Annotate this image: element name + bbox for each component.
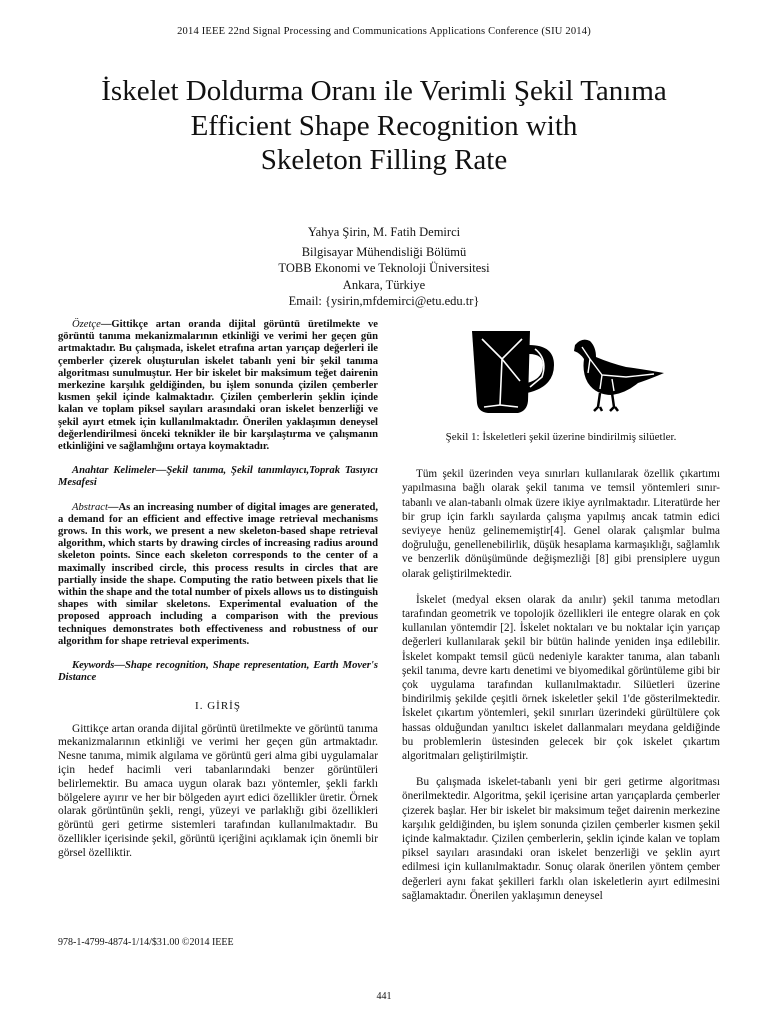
right-paragraph-3: Bu çalışmada iskelet-tabanlı yeni bir geri getirme algoritması önerilmektedir. Algoritma, şekil içerisine artan yarıçaplarda çemberler çizerek başlar. Her bir iskelet bir maksimum teğet dairenin merkezine karşılık geldiğinden, bu işlem sonunda çizilen çemberler kısmen şekil içinde kalmaktadır. Çizilen çemberlerin, şeklin içinde kalan ve toplam piksel sayıları arasındaki oran iskelet benzerliği ve şeklin ayırt edilmesi için kullanılmaktadır. Sonuç olarak önerilen yöntem çember değerleri aynı fakat şekilleri farklı olan iskeletlerin ayırt edilmesini sağlamaktadır. Önerilen yaklaşımın deneysel [402, 776, 720, 902]
right-paragraph-1: Tüm şekil üzerinden veya sınırları kullanılarak özellik çıkartımı yapılmasına bağlı olarak şekil tanıma ve temsil yöntemleri sınır-tabanlı ve alan-tabanlı olmak üzere ikiye ayrılmaktadır. Literatürde her bir grup için farklı sayılarda çalışma yapılmış ancak tatmin edici seviyeye henüz gelinememiştir[4]. Genel olarak çalışmlar bulma doğruluğu, genellenebilirlik, düşük hesaplama karmaşıklığı, sağlamlık ve benzerlik dönüşümünde değişmezliği [8] gibi prensiplere uygun olarak geliştirilmektedir. [402, 468, 720, 580]
author-university: TOBB Ekonomi ve Teknoloji Üniversitesi [278, 261, 490, 275]
english-keywords: Keywords—Shape recognition, Shape representation, Earth Mover's Distance [58, 660, 378, 684]
turkish-keywords: Anahtar Kelimeler—Şekil tanıma, Şekil tanımlayıcı,Toprak Tasıyıcı Mesafesi [58, 465, 378, 489]
mug-silhouette [472, 331, 554, 413]
conference-header: 2014 IEEE 22nd Signal Processing and Communications Applications Conference (SIU 2014) [177, 26, 591, 37]
turkish-abstract-text: —Gittikçe artan oranda dijital görüntü üretilmekte ve görüntü tanıma mekanizmalarının etkinliği ve verimi her geçen gün artmaktadır. Bu çalışmada, iskelet etrafına artan yarıçap değerleri ile çemberler çizerek oluşturulan iskelet tabanlı yeni bir şekil tanıma algoritması sunulmuştur. Her bir iskelet bir maksimum teğet dairenin merkezine karşılık geldiğinden, bu işlem sonunda çizilen çemberler kısmen şekil içinde kalmaktadır. Çizilen çemberlerin şeklin içinde kalan ve toplam piksel sayıları arasındaki oran iskelet benzerliği ve şekil ayırt etmek için kullanılmaktadır. Önerilen yaklaşımın deneysel değerlendirilmesi önceki teknikler ile bir karşılaştırma ve çalışmanın etkinliğini ve sağlamlığını ortaya koymaktadır. [58, 319, 378, 453]
author-department: Bilgisayar Mühendisliği Bölümü [301, 244, 467, 259]
turkish-abstract-label: Özetçe [72, 319, 101, 330]
english-abstract-text: —As an increasing number of digital images are generated, a demand for an efficient and effective image retrieval mechanisms grows. In this work, we present a new skeleton-based shape retrieval algorithm, which starts by drawing circles of increasing radius around skeleton points. Since each skeleton corresponds to the center of a maximally inscribed circle, this process results in circles that are partially inside the shape. Computing the ratio between pixels that lie within the shape and the total number of pixels allows us to distinguish shapes with similar skeletons. Experimental evaluation of the proposed approach including a comparison with the previous techniques demonstrates both effectiveness and robustness of our algorithm for shape retrieval experiments. [58, 501, 378, 647]
author-block [0, 224, 768, 310]
author-city: Ankara, Türkiye [342, 277, 426, 292]
figure-1 [402, 319, 720, 431]
title-line-3: Skeleton Filling Rate [260, 144, 508, 176]
author-email: Email: {ysirin,mfdemirci@etu.edu.tr} [288, 294, 480, 308]
page-number: 441 [376, 991, 392, 1002]
title-line-1: İskelet Doldurma Oranı ile Verimli Şekil Tanıma [101, 75, 667, 107]
copyright-notice: 978-1-4799-4874-1/14/$31.00 ©2014 IEEE [58, 937, 234, 948]
right-paragraph-2: İskelet (medyal eksen olarak da anılır) şekil tanıma metodları tarafından geometrik ve topolojik özellikleri ile entegre olarak en çok kullanılan yöntemdir [2]. İskelet noktaları ve bu noktalar için yarıçap değerleri kullanılarak şekil bir bütün halinde yeniden inşa edilebilir. İskelet kompakt temsil gücü nedeniyle karakter tanıma, alan tabanlı şekil tanıma, devre kartı denetimi ve biyomedikal görüntüleme gibi bir çok uygulama tarafından kullanılmaktadır. Silüetleri üzerine bindirilmiş şekilde çeşitli örnek iskeletler şekil 1'de gösterilmektedir. İskelet çıkartım yöntemleri, şekil sınırları üzerindeki gürültülere çok hassas olduğundan yanıltıcı iskelet dallanmaları meydana geldiğinde bu problemlerin üstesinden gelecek bir çok iskelet çıkartım algoritmaları geliştirilmiştir. [402, 593, 720, 763]
turkish-abstract [58, 319, 378, 453]
bird-silhouette [574, 340, 664, 411]
title-line-2: Efficient Shape Recognition with [190, 109, 578, 142]
english-abstract [58, 502, 378, 648]
figure-1-caption: Şekil 1: İskeletleri şekil üzerine bindirilmiş silüetler. [445, 431, 677, 443]
introduction-paragraph: Gittikçe artan oranda dijital görüntü üretilmekte ve görüntü tanıma mekanizmalarının etkinliği ve verimi her geçen gün artmaktadır. Nesne tanıma, mimik algılama ve görüntü geri alma gibi uygulamalar için hedef hacimli veri tabanlarındaki benzer görüntüleri belirlemektir. Bu amaca uygun olarak bazı yöntemler, şekli farklı bölgelere ayırır ve her bir bölgeden ayırt edici özellikler üretir. Örnek olarak görüntünün şekli, rengi, yüzeyi ve parlaklığı gibi özellikleri görüntü geri getirme sistemleri tarafından kullanılmaktadır. Bu özellikler içerisinde şekil, görüntü içeriğini açıklamak için önemli bir görsel özelliktir. [58, 722, 378, 859]
figure-silhouettes [402, 319, 720, 431]
section-heading-introduction: I. GİRİŞ [195, 700, 241, 713]
paper-title [40, 74, 728, 178]
author-names: Yahya Şirin, M. Fatih Demirci [307, 225, 461, 239]
english-abstract-label: Abstract [72, 501, 108, 513]
left-column [58, 319, 378, 861]
right-column [402, 319, 720, 903]
